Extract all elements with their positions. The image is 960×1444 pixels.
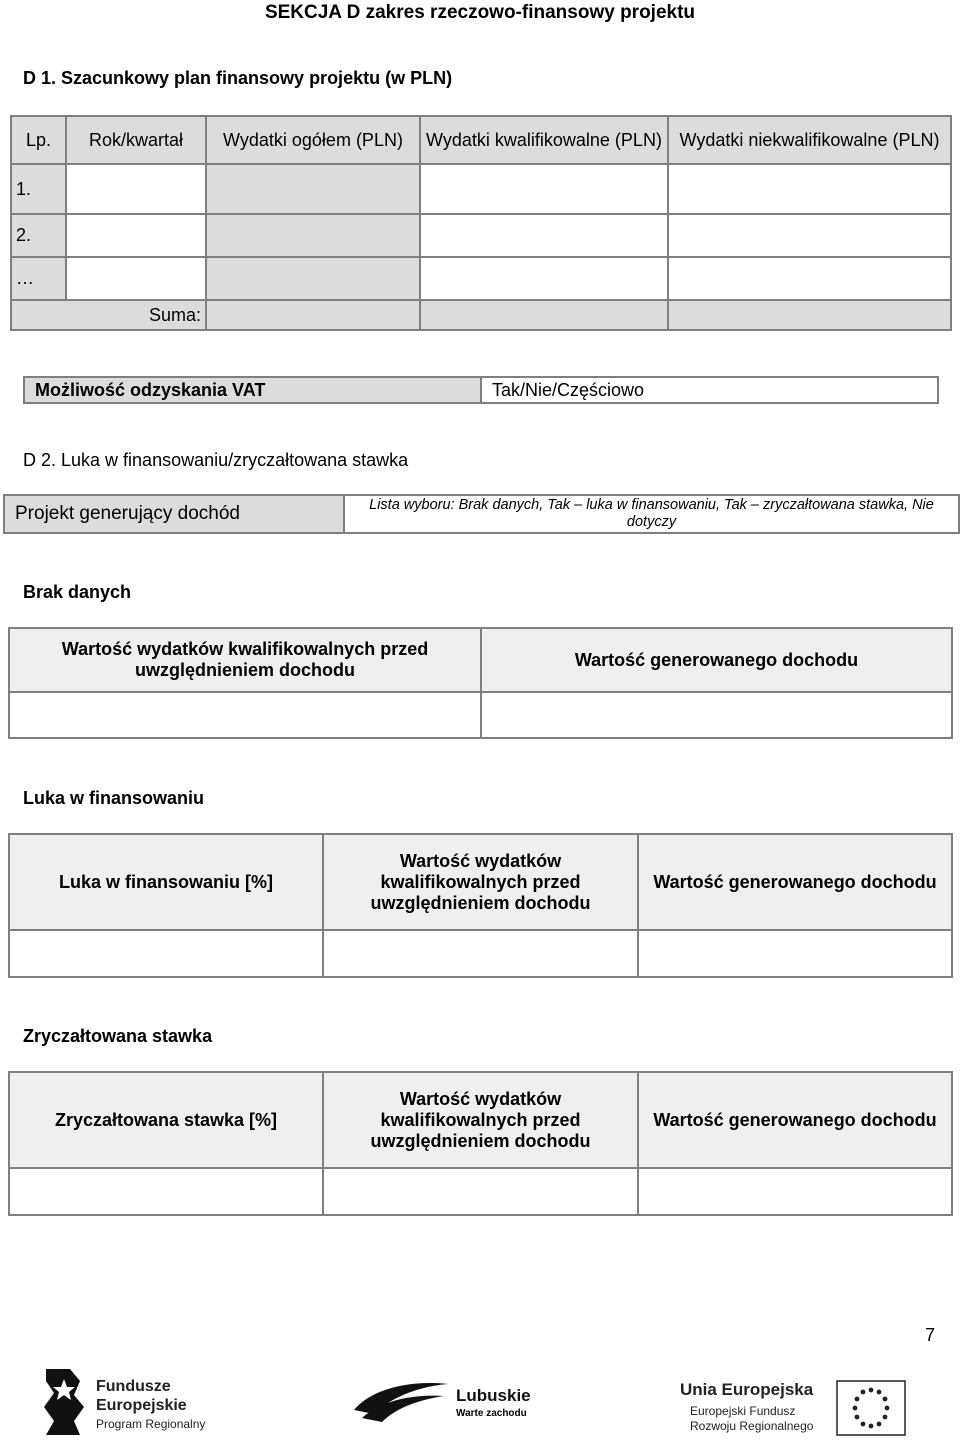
logo3-line3: Rozwoju Regionalnego bbox=[690, 1419, 814, 1433]
generowany-dochod-cell[interactable] bbox=[481, 692, 952, 738]
header-luka-procent: Luka w finansowaniu [%] bbox=[9, 834, 323, 930]
luka-heading: Luka w finansowaniu bbox=[23, 788, 205, 808]
logo1-line2: Europejskie bbox=[96, 1397, 187, 1414]
section-d1-heading: D 1. Szacunkowy plan finansowy projektu (w PLN) bbox=[23, 68, 453, 88]
row-number: 2. bbox=[11, 214, 66, 257]
logo2-line2: Warte zachodu bbox=[456, 1408, 527, 1419]
lubuskie-logo bbox=[352, 1378, 552, 1430]
logo3-line2: Europejski Fundusz bbox=[690, 1404, 796, 1418]
fundusze-europejskie-logo bbox=[40, 1365, 240, 1440]
ogolem-cell bbox=[206, 257, 420, 300]
header-wydatki-przed-dochodem: Wartość wydatków kwalifikowalnych przed uwzględnieniem dochodu bbox=[323, 834, 638, 930]
unia-europejska-logo bbox=[680, 1380, 920, 1438]
eu-flag-icon bbox=[836, 1380, 906, 1436]
stawka-table bbox=[8, 1071, 953, 1216]
sum-kwalifikowalne-cell bbox=[420, 300, 668, 330]
header-wydatki-przed-dochodem: Wartość wydatków kwalifikowalnych przed uwzględnieniem dochodu bbox=[9, 628, 481, 692]
niekwalifikowalne-cell[interactable] bbox=[668, 164, 951, 214]
header-wydatki-niekwalifikowalne: Wydatki niekwalifikowalne (PLN) bbox=[668, 116, 951, 164]
sum-label: Suma: bbox=[11, 300, 206, 330]
niekwalifikowalne-cell[interactable] bbox=[668, 214, 951, 257]
wydatki-przed-dochodem-cell[interactable] bbox=[323, 930, 638, 977]
logo2-line1: Lubuskie bbox=[456, 1386, 531, 1405]
luka-table bbox=[8, 833, 953, 978]
header-generowany-dochod: Wartość generowanego dochodu bbox=[481, 628, 952, 692]
brak-danych-heading: Brak danych bbox=[23, 582, 132, 602]
page-number: 7 bbox=[925, 1325, 936, 1345]
logo3-line1: Unia Europejska bbox=[680, 1380, 814, 1399]
logo1-line3: Program Regionalny bbox=[96, 1417, 206, 1431]
rok-cell[interactable] bbox=[66, 164, 206, 214]
wydatki-przed-dochodem-cell[interactable] bbox=[9, 692, 481, 738]
kwalifikowalne-cell[interactable] bbox=[420, 164, 668, 214]
header-generowany-dochod: Wartość generowanego dochodu bbox=[638, 834, 952, 930]
vat-table bbox=[23, 376, 939, 404]
generowany-dochod-cell[interactable] bbox=[638, 1168, 952, 1215]
stawka-procent-cell[interactable] bbox=[9, 1168, 323, 1215]
header-stawka-procent: Zryczałtowana stawka [%] bbox=[9, 1072, 323, 1168]
sum-niekwalifikowalne-cell bbox=[668, 300, 951, 330]
rok-cell[interactable] bbox=[66, 257, 206, 300]
header-generowany-dochod: Wartość generowanego dochodu bbox=[638, 1072, 952, 1168]
niekwalifikowalne-cell[interactable] bbox=[668, 257, 951, 300]
brak-danych-table bbox=[8, 627, 953, 739]
rok-cell[interactable] bbox=[66, 214, 206, 257]
generowany-dochod-cell[interactable] bbox=[638, 930, 952, 977]
kwalifikowalne-cell[interactable] bbox=[420, 214, 668, 257]
vat-label: Możliwość odzyskania VAT bbox=[24, 377, 481, 403]
stawka-heading: Zryczałtowana stawka bbox=[23, 1026, 213, 1046]
header-lp: Lp. bbox=[11, 116, 66, 164]
wydatki-przed-dochodem-cell[interactable] bbox=[323, 1168, 638, 1215]
income-project-label: Projekt generujący dochód bbox=[4, 495, 344, 533]
lubuskie-swoosh-icon bbox=[352, 1378, 450, 1426]
row-number: … bbox=[11, 257, 66, 300]
vat-select[interactable]: Tak/Nie/Częściowo bbox=[481, 377, 938, 403]
row-number: 1. bbox=[11, 164, 66, 214]
header-wydatki-kwalifikowalne: Wydatki kwalifikowalne (PLN) bbox=[420, 116, 668, 164]
logo1-line1: Fundusze bbox=[96, 1378, 171, 1395]
header-rok-kwartal: Rok/kwartał bbox=[66, 116, 206, 164]
header-wydatki-ogolem: Wydatki ogółem (PLN) bbox=[206, 116, 420, 164]
kwalifikowalne-cell[interactable] bbox=[420, 257, 668, 300]
income-project-select[interactable]: Lista wyboru: Brak danych, Tak – luka w finansowaniu, Tak – zryczałtowana stawka, Nie dotyczy bbox=[344, 495, 959, 533]
ogolem-cell bbox=[206, 164, 420, 214]
page-title: SEKCJA D zakres rzeczowo-finansowy projektu bbox=[264, 2, 696, 23]
financial-plan-table bbox=[10, 115, 952, 331]
sum-ogolem-cell bbox=[206, 300, 420, 330]
section-d2-heading: D 2. Luka w finansowaniu/zryczałtowana stawka bbox=[23, 450, 409, 470]
income-project-table bbox=[3, 494, 960, 534]
header-wydatki-przed-dochodem: Wartość wydatków kwalifikowalnych przed uwzględnieniem dochodu bbox=[323, 1072, 638, 1168]
ogolem-cell bbox=[206, 214, 420, 257]
fundusze-star-icon bbox=[40, 1365, 90, 1437]
luka-procent-cell[interactable] bbox=[9, 930, 323, 977]
